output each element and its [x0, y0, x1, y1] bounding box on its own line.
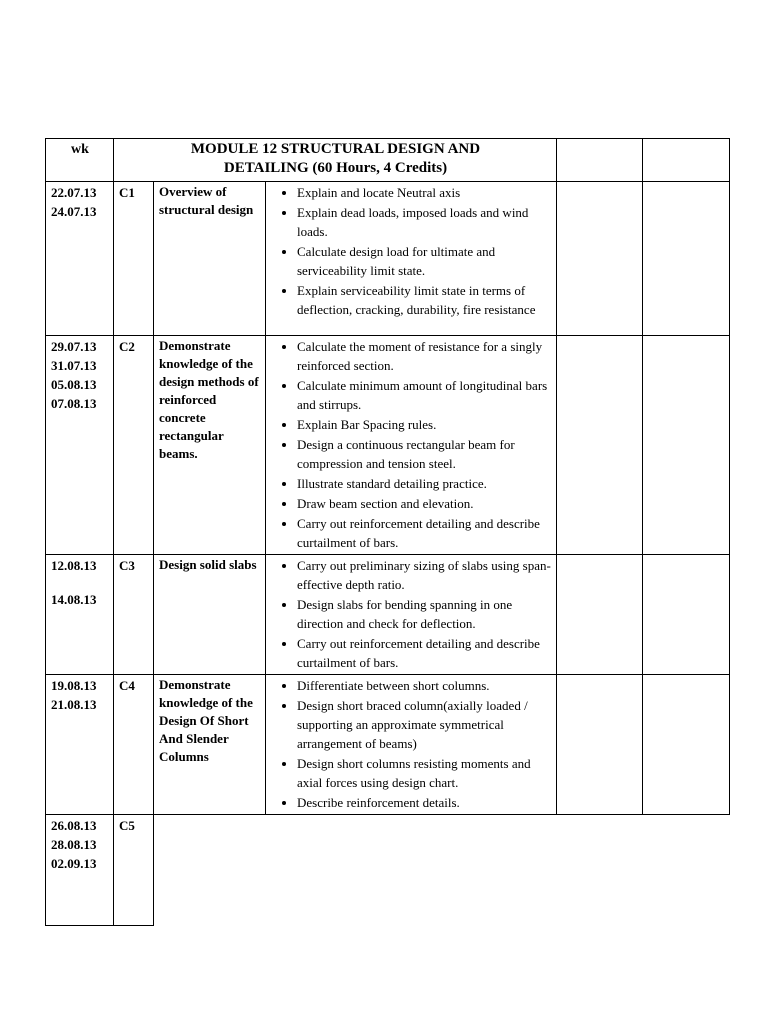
- objective-item: • Design short braced column(axially loaded / supporting an approximate symmetrical arrangement of beams): [297, 696, 552, 753]
- objective-item: • Draw beam section and elevation.: [297, 494, 552, 513]
- date: 21.08.13: [51, 697, 97, 712]
- date: 07.08.13: [51, 396, 97, 411]
- empty-cell: [643, 675, 730, 815]
- unit-code: C5: [114, 815, 154, 926]
- empty-cell: [643, 336, 730, 555]
- empty-cell: [557, 182, 643, 336]
- date: 22.07.13: [51, 185, 97, 200]
- unit-code: C3: [114, 555, 154, 675]
- objective-item: • Design a continuous rectangular beam for compression and tension steel.: [297, 435, 552, 473]
- unit-topic: Demonstrate knowledge of the design methods of reinforced concrete rectangular beams.: [154, 336, 266, 555]
- objective-item: • Explain dead loads, imposed loads and wind loads.: [297, 203, 552, 241]
- objective-item: • Carry out reinforcement detailing and describe curtailment of bars.: [297, 634, 552, 672]
- empty-cell: [557, 675, 643, 815]
- objective-item: • Illustrate standard detailing practice.: [297, 474, 552, 493]
- module-title-line1: MODULE 12 STRUCTURAL DESIGN AND: [190, 141, 481, 157]
- extra-column-header-2: [643, 139, 730, 182]
- objective-item: • Calculate minimum amount of longitudinal bars and stirrups.: [297, 376, 552, 414]
- date: 05.08.13: [51, 377, 97, 392]
- blank-area: [154, 815, 730, 926]
- extra-column-header-1: [557, 139, 643, 182]
- table-row: [46, 555, 730, 675]
- date: 12.08.13: [51, 558, 97, 573]
- table-row: [46, 675, 730, 815]
- unit-code: C1: [114, 182, 154, 336]
- empty-cell: [643, 182, 730, 336]
- unit-topic: Demonstrate knowledge of the Design Of Short And Slender Columns: [154, 675, 266, 815]
- date: 14.08.13: [51, 592, 97, 607]
- objective-item: • Differentiate between short columns.: [297, 676, 552, 695]
- unit-code: C2: [114, 336, 154, 555]
- objective-item: • Carry out reinforcement detailing and describe curtailment of bars.: [297, 514, 552, 552]
- objectives-cell: [266, 675, 557, 815]
- dates-cell: [46, 336, 114, 555]
- objectives-cell: [266, 555, 557, 675]
- unit-topic: Overview of structural design: [154, 182, 266, 336]
- module-title-line2: DETAILING (60 Hours, 4 Credits): [223, 160, 448, 176]
- objectives-list: [271, 183, 552, 319]
- unit-topic: Design solid slabs: [154, 555, 266, 675]
- objective-item: • Calculate design load for ultimate and serviceability limit state.: [297, 242, 552, 280]
- date-gap: [51, 575, 109, 590]
- module-title: [114, 139, 557, 182]
- date: 19.08.13: [51, 678, 97, 693]
- objective-item: • Explain serviceability limit state in terms of deflection, cracking, durability, fire resistance: [297, 281, 552, 319]
- date: 29.07.13: [51, 339, 97, 354]
- dates-cell: [46, 555, 114, 675]
- objective-item: • Describe reinforcement details.: [297, 793, 552, 812]
- date: 02.09.13: [51, 856, 97, 871]
- dates-cell: [46, 815, 114, 926]
- objectives-list: [271, 556, 552, 672]
- table-header-row: [46, 139, 730, 182]
- dates-cell: [46, 675, 114, 815]
- objectives-cell: [266, 336, 557, 555]
- date: 26.08.13: [51, 818, 97, 833]
- objectives-list: [271, 337, 552, 552]
- empty-cell: [557, 555, 643, 675]
- empty-cell: [557, 336, 643, 555]
- objective-item: • Explain Bar Spacing rules.: [297, 415, 552, 434]
- week-column-header: wk: [46, 139, 114, 182]
- unit-code: C4: [114, 675, 154, 815]
- dates-cell: [46, 182, 114, 336]
- objective-item: • Carry out preliminary sizing of slabs using span-effective depth ratio.: [297, 556, 552, 594]
- objectives-cell: [266, 182, 557, 336]
- table-row: [46, 815, 730, 926]
- module-schedule-table: [45, 138, 730, 926]
- table-row: [46, 336, 730, 555]
- objective-item: • Calculate the moment of resistance for a singly reinforced section.: [297, 337, 552, 375]
- objective-item: • Explain and locate Neutral axis: [297, 183, 552, 202]
- empty-cell: [643, 555, 730, 675]
- objective-item: • Design slabs for bending spanning in one direction and check for deflection.: [297, 595, 552, 633]
- date: 31.07.13: [51, 358, 97, 373]
- date: 28.08.13: [51, 837, 97, 852]
- date: 24.07.13: [51, 204, 97, 219]
- objective-item: • Design short columns resisting moments and axial forces using design chart.: [297, 754, 552, 792]
- objectives-list: [271, 676, 552, 812]
- table-row: [46, 182, 730, 336]
